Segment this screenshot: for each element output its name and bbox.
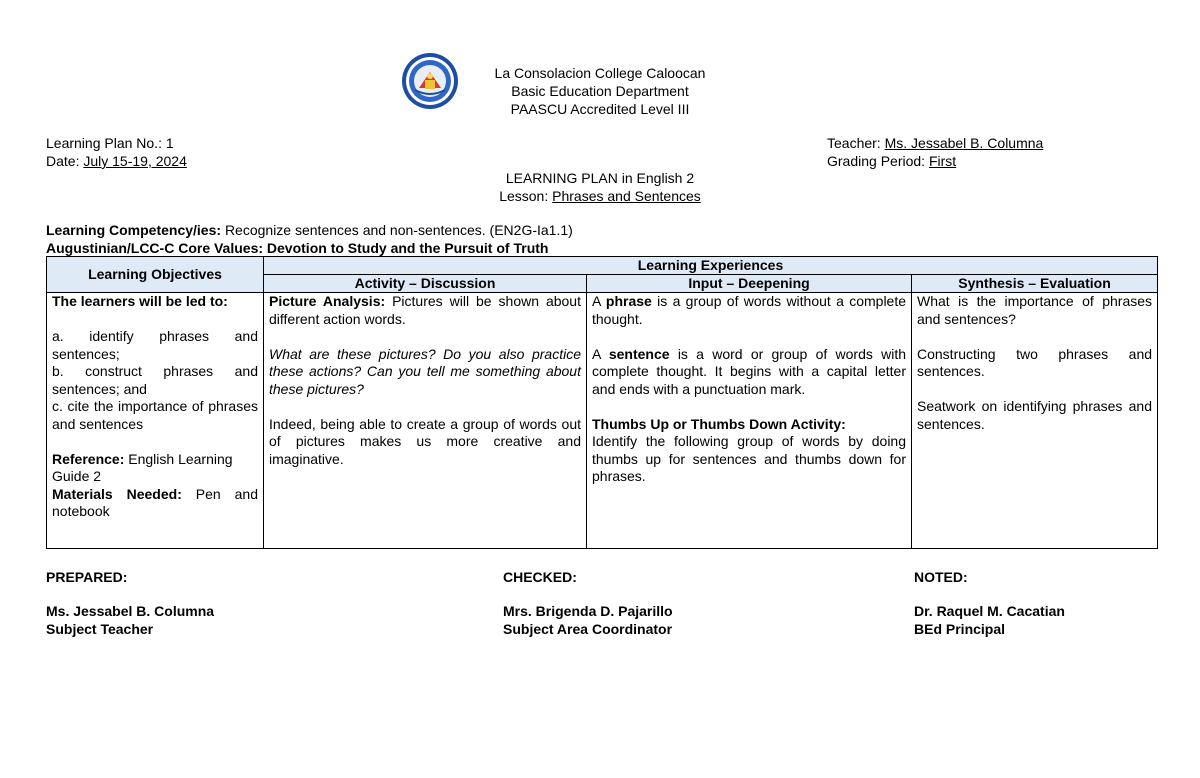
date-value: July 15-19, 2024 [83,153,187,169]
learning-competency [46,222,573,238]
noted-name: Dr. Raquel M. Cacatian [914,603,1065,619]
objectives-cell [47,293,264,549]
lesson-label: Lesson: [499,188,549,204]
sentence-definition [592,346,906,399]
reference-value: English Learning Guide 2 [52,450,233,484]
reference-label: Reference: [52,450,125,467]
sentence-term: sentence [608,345,670,362]
objective-a: a. identify phrases and sentences; [52,328,258,362]
grading-label: Grading Period: [827,153,926,169]
synthesis-constructing: Constructing two phrases and sentences. [917,345,1153,379]
prepared-label: PREPARED: [46,569,128,585]
objectives-lead: The learners will be led to: [52,293,228,309]
teacher-value: Ms. Jessabel B. Columna [884,135,1044,151]
synthesis-question: What is the importance of phrases and sentences? [917,293,1153,327]
lesson-value: Phrases and Sentences [552,188,701,204]
phrase-definition [592,293,906,328]
thumbs-activity-text: Identify the following group of words by doing thumbs up for sentences and thumbs down for phrases. [592,433,906,484]
noted-role: BEd Principal [914,621,1006,637]
grading-period [827,153,956,169]
core-values: Augustinian/LCC-C Core Values: Devotion to Study and the Pursuit of Truth [46,240,549,256]
header-input-deepening: Input – Deepening [587,275,912,293]
objective-c: c. cite the importance of phrases and sentences [52,398,258,432]
sentence-article: A [592,345,601,362]
school-department: Basic Education Department [511,83,689,99]
sentence-text: is a word or group of words with complete thought. It begins with a capital letter and ends with a punctuation mark. [592,345,907,397]
lesson [400,188,800,204]
picture-analysis-text: Pictures will be shown about different action words. [269,293,581,327]
competency-value: Recognize sentences and non-sentences. (EN2G-Ia1.1) [224,222,573,238]
reference [52,451,258,486]
learning-plan-table [46,256,1158,549]
picture-analysis-label: Picture Analysis: [269,293,386,309]
objective-b: b. construct phrases and sentences; and [52,363,258,397]
phrase-text: is a group of words without a complete thought. [592,293,907,327]
teacher-label: Teacher: [827,135,881,151]
plan-number-label: Learning Plan No.: [46,135,162,151]
header-activity-discussion: Activity – Discussion [264,275,587,293]
header-synthesis-evaluation: Synthesis – Evaluation [912,275,1158,293]
materials-label: Materials Needed: [52,485,182,502]
competency-label: Learning Competency/ies: [46,222,222,238]
school-name: La Consolacion College Caloocan [494,65,706,81]
materials [52,486,258,521]
prepared-name: Ms. Jessabel B. Columna [46,603,215,619]
prepared-role: Subject Teacher [46,621,154,637]
synthesis-seatwork: Seatwork on identifying phrases and sentences. [917,398,1153,432]
checked-label: CHECKED: [503,569,577,585]
activity-closing: Indeed, being able to create a group of words out of pictures makes us more creative and imaginative. [269,415,581,467]
plan-title: LEARNING PLAN in English 2 [505,170,695,186]
plan-date [46,153,187,169]
checked-role: Subject Area Coordinator [503,621,673,637]
phrase-article: A [592,293,601,309]
school-accreditation: PAASCU Accredited Level III [510,101,690,117]
materials-value: Pen and notebook [52,485,258,519]
noted-label: NOTED: [914,569,968,585]
synthesis-cell [912,293,1158,549]
input-cell [587,293,912,549]
checked-name: Mrs. Brigenda D. Pajarillo [503,603,673,619]
thumbs-activity-label: Thumbs Up or Thumbs Down Activity: [592,415,846,432]
phrase-term: phrase [605,293,652,309]
picture-analysis [269,293,581,328]
activity-cell [264,293,587,549]
plan-number-value: 1 [165,135,174,151]
grading-value: First [928,153,957,169]
header-learning-objectives: Learning Objectives [47,257,264,293]
header-learning-experiences: Learning Experiences [264,257,1158,275]
plan-number [46,135,174,151]
date-label: Date: [46,153,80,169]
activity-question: What are these pictures? Do you also practice these actions? Can you tell me something about these pictures? [269,345,581,397]
teacher [827,135,1107,151]
